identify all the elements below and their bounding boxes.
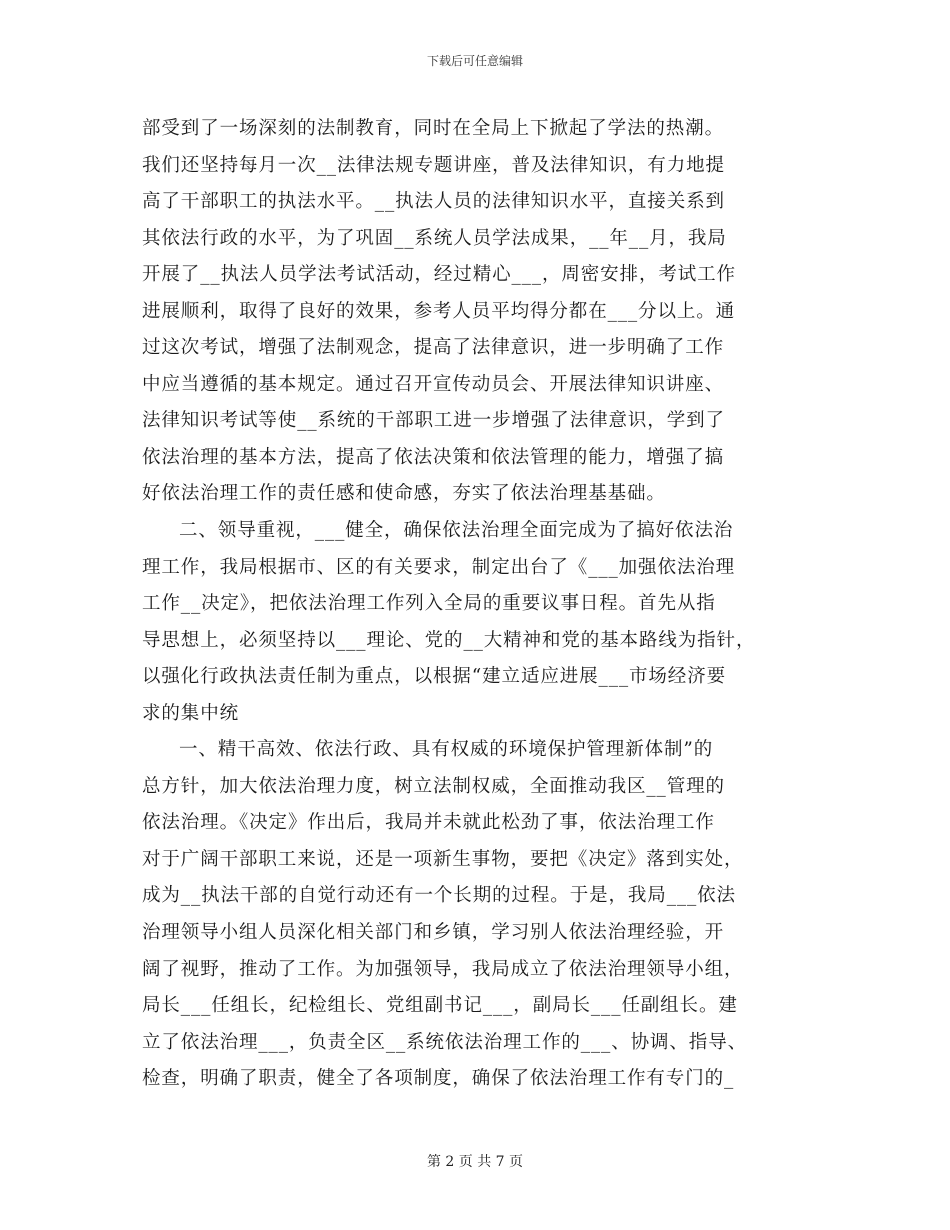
body-text-line: 依法治理。《决定》作出后，我局并未就此松劲了事，依法治理工作 — [142, 812, 715, 834]
body-text-line: 部受到了一场深刻的法制教育，同时在全局上下掀起了学法的热潮。 — [142, 118, 725, 139]
page-footer: 第 2 页 共 7 页 — [426, 1154, 524, 1170]
body-text-line: 成为__执法干部的自觉行动还有一个长期的过程。于是，我局___依法 — [142, 885, 736, 907]
body-text-line: 检查，明确了职责，健全了各项制度，确保了依法治理工作有专门的_ — [142, 1068, 735, 1090]
body-text-line: 求的集中统 — [142, 702, 240, 724]
body-text-line: 以强化行政执法责任制为重点，以根据“建立适应进展___市场经济要 — [142, 666, 727, 688]
body-text-line: 其依法行政的水平，为了巩固__系统人员学法成果，__年__月，我局 — [142, 227, 727, 249]
body-text-line: 局长___任组长，纪检组长、党组副书记___，副局长___任副组长。建 — [142, 995, 738, 1017]
body-text-line: 治理领导小组人员深化相关部门和乡镇，学习别人依法治理经验，开 — [142, 922, 725, 944]
body-text-line: 理工作，我局根据市、区的有关要求，制定出台了《___加强依法治理 — [142, 556, 736, 578]
body-text-line: 高了干部职工的执法水平。__执法人员的法律知识水平，直接关系到 — [142, 191, 725, 213]
body-text-line: 立了依法治理___，负责全区__系统依法治理工作的___、协调、指导、 — [142, 1031, 748, 1053]
body-text-line: 法律知识考试等使__系统的干部职工进一步增强了法律意识，学到了 — [142, 410, 725, 432]
body-text-line: 中应当遵循的基本规定。通过召开宣传动员会、开展法律知识讲座、 — [142, 373, 725, 395]
body-text-line: 对于广阔干部职工来说，还是一项新生事物，要把《决定》落到实处， — [142, 848, 744, 870]
body-text-line: 二、领导重视，___健全，确保依法治理全面完成为了搞好依法治 — [179, 520, 734, 542]
body-text-line: 一、精干高效、依法行政、具有权威的环境保护管理新体制”的 — [179, 739, 714, 761]
body-text-line: 依法治理的基本方法，提高了依法决策和依法管理的能力，增强了搞 — [142, 446, 725, 468]
body-text-line: 进展顺利，取得了良好的效果，参考人员平均得分都在___分以上。通 — [142, 300, 736, 322]
body-text-line: 总方针，加大依法治理力度，树立法制权威，全面推动我区__管理的 — [142, 775, 725, 797]
body-text-line: 好依法治理工作的责任感和使命感，夯实了依法治理基基础。 — [142, 483, 666, 505]
body-text-line: 阔了视野，推动了工作。为加强领导，我局成立了依法治理领导小组， — [142, 958, 744, 980]
body-text-line: 导思想上，必须坚持以___理论、党的__大精神和党的基本路线为指针， — [142, 629, 756, 651]
page-header: 下载后可任意编辑 — [426, 54, 523, 68]
body-text-line: 工作__决定》，把依法治理工作列入全局的重要议事日程。首先从指 — [142, 593, 716, 615]
body-text-line: 我们还坚持每月一次__法律法规专题讲座，普及法律知识，有力地提 — [142, 154, 725, 176]
document-body — [142, 111, 822, 1098]
body-text-line: 过这次考试，增强了法制观念，提高了法律意识，进一步明确了工作 — [142, 337, 725, 359]
body-text-line: 开展了__执法人员学法考试活动，经过精心___，周密安排，考试工作 — [142, 264, 736, 286]
